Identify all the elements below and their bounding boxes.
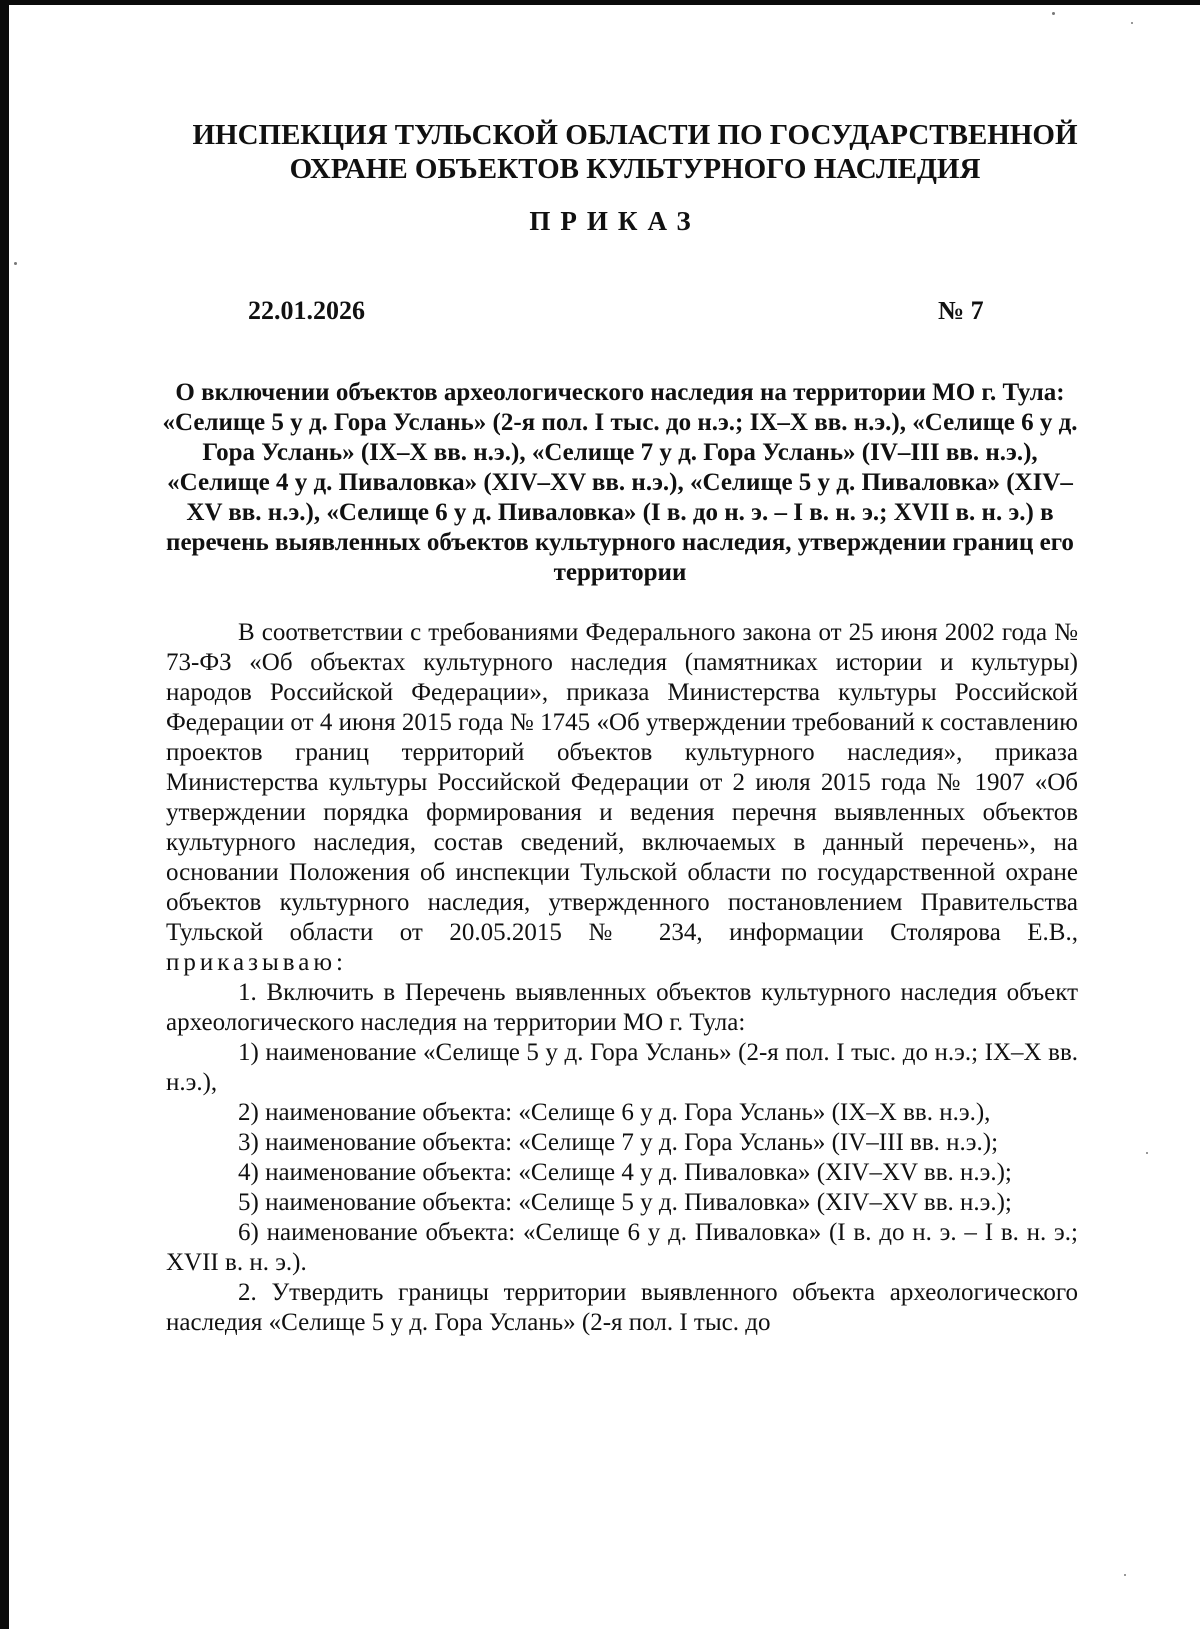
subitem-3: 3) наименование объекта: «Селище 7 у д. Гора Услань» (IV–III вв. н.э.);	[238, 1129, 999, 1156]
agency-name	[0, 118, 1200, 186]
scan-speck	[1146, 1152, 1148, 1154]
document-subject: О включении объектов археологического наследия на территории МО г. Тула: «Селище 5 у д. Гора Услань» (2-я пол. I тыс. до н.э.; IX–X вв. н.э.), «Селище 6 у д. Гора Услань» (IX–X вв. н.э.), «Селище 7 у д. Гора Услань» (IV–III вв. н.э.), «Селище 4 у д. Пиваловка» (XIV–XV вв. н.э.), «Селище 5 у д. Пиваловка» (XIV–XV вв. н.э.), «Селище 6 у д. Пиваловка» (I в. до н. э. – I в. н. э.; XVII в. н. э.) в перечень выявленных объектов культурного наследия, утверждении границ его территории	[162, 379, 1078, 586]
document-date: 22.01.2026	[248, 296, 365, 325]
document-body	[166, 618, 1078, 1338]
preamble-text: В соответствии с требованиями Федерального закона от 25 июня 2002 года № 73-ФЗ «Об объектах культурного наследия (памятниках истории и культуры) народов Российской Федерации», приказа Министерства культуры Российской Федерации от 4 июня 2015 года № 1745 «Об утверждении требований к составлению проектов границ территорий объектов культурного наследия», приказа Министерства культуры Российской Федерации от 2 июля 2015 года № 1907 «Об утверждении порядка формирования и ведения перечня выявленных объектов культурного наследия, состав сведений, включаемых в данный перечень», на основании Положения об инспекции Тульской области по государственной охране объектов культурного наследия, утвержденного постановлением Правительства Тульской области от 20.05.2015 № 234, информации Столярова Е.В.,	[166, 619, 1078, 946]
subitem-1: 1) наименование «Селище 5 у д. Гора Услань» (2-я пол. I тыс. до н.э.; IX–X вв. н.э.),	[166, 1039, 1078, 1096]
agency-line-1: ИНСПЕКЦИЯ ТУЛЬСКОЙ ОБЛАСТИ ПО ГОСУДАРСТВЕННОЙ	[192, 119, 1078, 151]
item-2: 2. Утвердить границы территории выявленного объекта археологического наследия «Селище 5 у д. Гора Услань» (2-я пол. I тыс. до	[166, 1279, 1078, 1336]
scan-speck	[1131, 22, 1133, 24]
scan-border-top	[0, 0, 1200, 5]
agency-line-2: ОХРАНЕ ОБЪЕКТОВ КУЛЬТУРНОГО НАСЛЕДИЯ	[289, 153, 981, 185]
subitem-4: 4) наименование объекта: «Селище 4 у д. Пиваловка» (XIV–XV вв. н.э.);	[238, 1159, 1012, 1186]
order-word: приказываю:	[166, 949, 347, 976]
scan-speck	[1124, 1574, 1126, 1576]
subitem-2: 2) наименование объекта: «Селище 6 у д. Гора Услань» (IX–X вв. н.э.),	[238, 1099, 991, 1126]
subitem-6: 6) наименование объекта: «Селище 6 у д. Пиваловка» (I в. до н. э. – I в. н. э.; XVII в. н. э.).	[166, 1219, 1078, 1276]
document-number: № 7	[938, 296, 984, 325]
item-1: 1. Включить в Перечень выявленных объектов культурного наследия объект археологического наследия на территории МО г. Тула:	[166, 979, 1078, 1036]
scan-speck	[14, 262, 17, 265]
document-type: ПРИКАЗ	[529, 206, 701, 236]
scan-border-left	[0, 0, 9, 1629]
preamble-paragraph	[166, 618, 1078, 978]
subitem-5: 5) наименование объекта: «Селище 5 у д. Пиваловка» (XIV–XV вв. н.э.);	[238, 1189, 1012, 1216]
scan-speck	[1052, 12, 1055, 15]
